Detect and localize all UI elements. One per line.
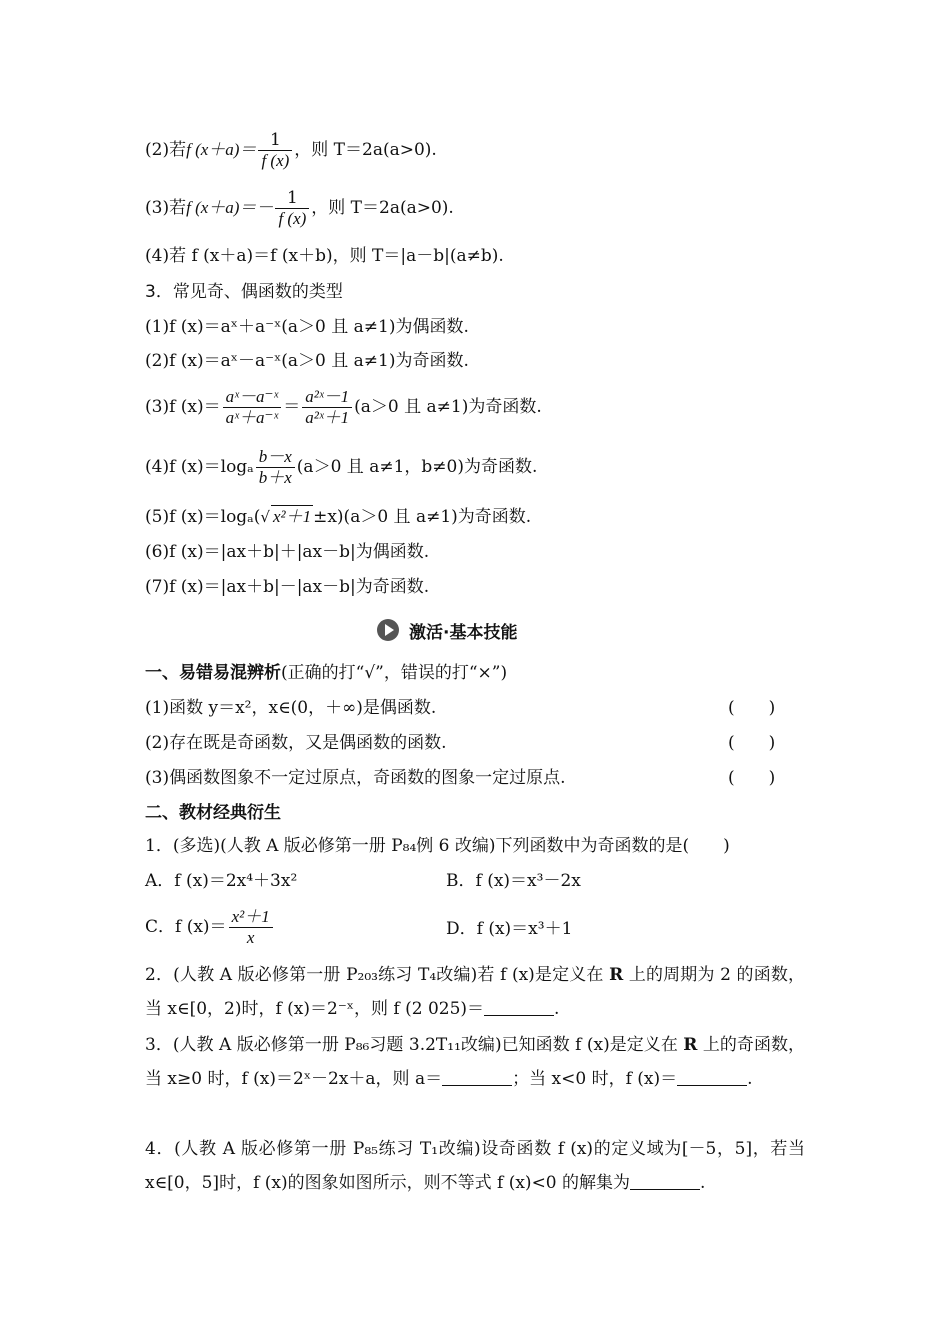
answer-blank-q3-b[interactable] (677, 1067, 747, 1086)
answer-blank-q4[interactable] (630, 1171, 700, 1190)
section-badge: 激活·基本技能 (377, 618, 517, 642)
answer-paren-2[interactable]: ( ) (728, 733, 776, 753)
formula-period-4: (4)若 f (x＋a)＝f (x＋b)，则 T＝|a－b|(a≠b). (145, 246, 504, 266)
formula-period-2: (2)若f (x＋a)＝ $\frac{1}{f (x)}$ ，则 T＝2a(a>0). (145, 130, 437, 170)
option-b[interactable]: B．f (x)＝x³－2x (446, 871, 581, 891)
type-2: (2)f (x)＝aˣ－a⁻ˣ(a＞0 且 a≠1)为奇函数. (145, 351, 469, 371)
option-d[interactable]: D．f (x)＝x³＋1 (446, 919, 573, 939)
section-3-title: 3．常见奇、偶函数的类型 (145, 282, 343, 302)
answer-paren-1[interactable]: ( ) (728, 698, 776, 718)
question-1-stem: 1．(多选)(人教 A 版必修第一册 P₈₄例 6 改编)下列函数中为奇函数的是( ) (145, 836, 730, 856)
type-7: (7)f (x)＝|ax＋b|－|ax－b|为奇函数. (145, 577, 430, 597)
type-5: (5)f (x)＝logₐ(√ x²＋1 ±x)(a＞0 且 a≠1)为奇函数. (145, 507, 532, 527)
part1-item-3: (3)偶函数图象不一定过原点，奇函数的图象一定过原点. (145, 768, 566, 788)
question-2: 2．(人教 A 版必修第一册 P₂₀₃练习 T₄改编)若 f (x)是定义在 R 上的周期为 2 的函数，当 x∈[0，2)时，f (x)＝2⁻ˣ，则 f (2 025)＝ . (145, 965, 805, 1019)
type-4: (4)f (x)＝logₐ $\frac{b-x}{b+x}$ (a＞0 且 a≠1，b≠0)为奇函数. (145, 447, 538, 487)
question-4: 4．(人教 A 版必修第一册 P₈₅练习 T₁改编)设奇函数 f (x)的定义域为[－5，5]，若当 x∈[0，5]时，f (x)的图象如图所示，则不等式 f (x)<0 的解集为 . (145, 1139, 805, 1193)
answer-blank-q3-a[interactable] (442, 1067, 512, 1086)
play-circle-icon (377, 619, 399, 641)
answer-paren-3[interactable]: ( ) (728, 768, 776, 788)
part1-item-2: (2)存在既是奇函数，又是偶函数的函数. (145, 733, 447, 753)
option-a[interactable]: A．f (x)＝2x⁴＋3x² (145, 871, 298, 891)
part1-title: 一、易错易混辨析(正确的打“√”，错误的打“×”) (145, 663, 508, 683)
question-3: 3．(人教 A 版必修第一册 P₈₆习题 3.2T₁₁改编)已知函数 f (x)是定义在 R 上的奇函数，当 x≥0 时，f (x)＝2ˣ－2x＋a，则 a＝ ；当 x<0 时，f (x)＝ . (145, 1035, 805, 1089)
type-6: (6)f (x)＝|ax＋b|＋|ax－b|为偶函数. (145, 542, 430, 562)
type-1: (1)f (x)＝aˣ＋a⁻ˣ(a＞0 且 a≠1)为偶函数. (145, 317, 469, 337)
part1-item-1: (1)函数 y＝x²，x∈(0，＋∞)是偶函数. (145, 698, 437, 718)
formula-period-3: (3)若f (x＋a)＝－ $\frac{1}{f (x)}$ ，则 T＝2a(a>0). (145, 188, 454, 228)
part2-title: 二、教材经典衍生 (145, 803, 281, 823)
option-c[interactable]: C．f (x)＝ $\frac{\text{x²＋1}}{x}$ (145, 907, 275, 948)
answer-blank-q2[interactable] (484, 997, 554, 1016)
type-3: (3)f (x)＝ $\frac{\text{aˣ－a⁻ˣ}}{\text{aˣ＋a⁻ˣ}}$ ＝ $\frac{\text{a²ˣ－1}}{\text{a²ˣ＋1}}$ (a＞0 且 a≠1)为奇函数. (145, 387, 542, 427)
